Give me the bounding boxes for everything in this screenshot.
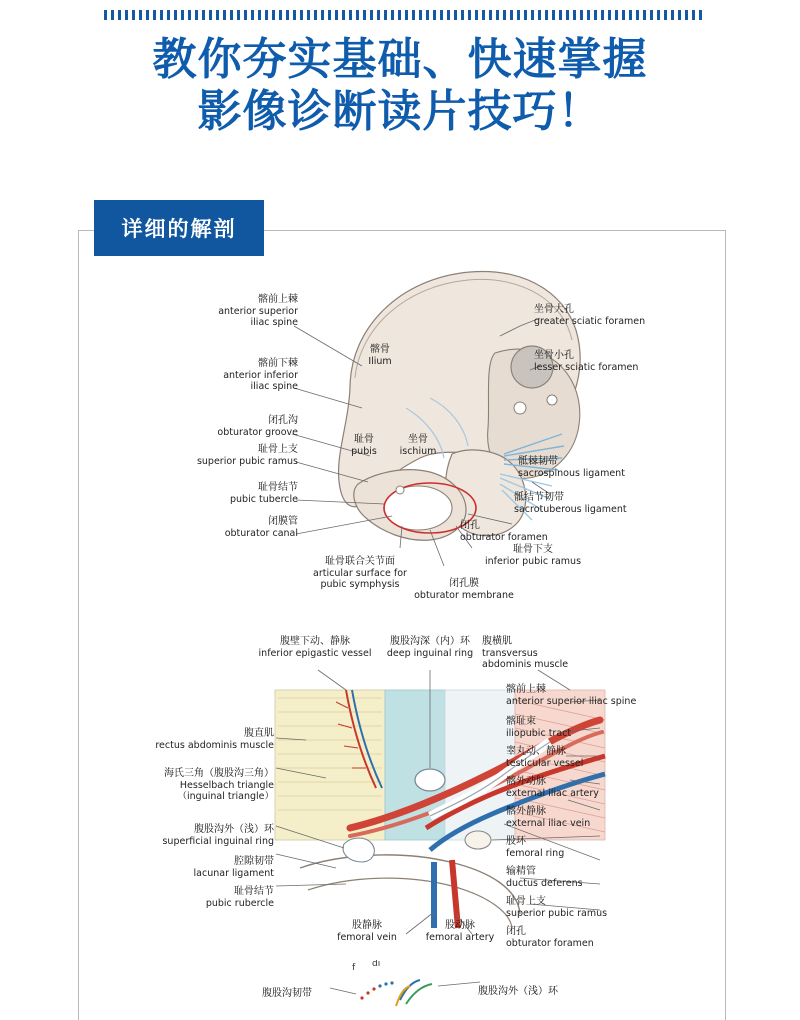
svg-text:f: f (352, 963, 356, 973)
dotted-rule-divider (104, 10, 704, 20)
figure-inguinal-ligament-partial (100, 960, 710, 1010)
label-obturator-foramen-2: 闭孔 obturator foramen (506, 926, 594, 949)
label-pubic-tubercle: 耻骨结节 pubic tubercle (230, 482, 298, 505)
headline-line-1: 教你夯实基础、快速掌握 (152, 34, 648, 85)
label-superior-pubic-ramus: 耻骨上支 superior pubic ramus (196, 444, 298, 467)
label-external-iliac-artery: 髂外动脉 external iliac artery (506, 776, 599, 799)
label-testicular-vessel: 睾丸动、静脉 testicular vessel (506, 746, 584, 769)
label-transversus-abdominis-muscle: 腹横肌 transversus abdominis muscle (482, 636, 569, 670)
label-lesser-sciatic-foramen: 坐骨小孔 lesser sciatic foramen (534, 350, 639, 373)
label-pubis: 耻骨 pubis (351, 434, 377, 457)
label-anterior-inferior-iliac-spine: 髂前下棘 anterior inferior iliac spine (223, 358, 298, 392)
label-ischium: 坐骨 ischium (399, 434, 437, 457)
label-superficial-inguinal-ring: 腹股沟外（浅）环 superficial inguinal ring (162, 824, 274, 847)
bottom-diagram-illustration (100, 960, 710, 1010)
figure-inguinal-region (100, 628, 710, 958)
section-tab-anatomy (94, 200, 264, 256)
label-pubic-tubercle-2: 耻骨结节 pubic rubercle (205, 886, 274, 909)
label-anterior-superior-iliac-spine-2: 髂前上棘 anterior superior iliac spine (506, 684, 637, 707)
label-hesselbach-triangle: 海氏三角（腹股沟三角） Hesselbach triangle （inguinal triangle） (164, 768, 274, 802)
label-greater-sciatic-foramen: 坐骨大孔 greater sciatic foramen (534, 304, 646, 327)
label-inferior-pubic-ramus: 耻骨下支 inferior pubic ramus (484, 544, 582, 567)
label-deep-inguinal-ring: 腹股沟深（内）环 deep inguinal ring (386, 636, 474, 659)
label-femoral-ring: 股环 femoral ring (506, 836, 565, 859)
label-superior-pubic-ramus-2: 耻骨上支 superior pubic ramus (506, 896, 608, 919)
figure-pelvis-anatomy (100, 258, 710, 618)
section-tab-label: 详细的解剖 (121, 217, 237, 241)
label-ductus-deferens: 输精管 ductus deferens (506, 866, 583, 889)
label-femoral-artery: 股动脉 femoral artery (425, 920, 495, 943)
page-headline (0, 34, 800, 138)
svg-text:di: di (372, 960, 381, 969)
label-inguinal-ligament-partial: 腹股沟韧带 (262, 988, 312, 999)
label-sacrotuberous-ligament: 骶结节韧带 sacrotuberous ligament (514, 492, 627, 515)
label-iliopubic-tract: 髂耻束 iliopubic tract (506, 716, 572, 739)
label-obturator-canal: 闭膜管 obturator canal (224, 516, 298, 539)
label-obturator-groove: 闭孔沟 obturator groove (217, 415, 298, 438)
label-sacrospinous-ligament: 骶棘韧带 sacrospinous ligament (518, 456, 625, 479)
label-anterior-superior-iliac-spine: 髂前上棘 anterior superior iliac spine (218, 294, 298, 328)
label-femoral-vein: 股静脉 femoral vein (337, 920, 397, 943)
label-pubic-symphysis-surface: 耻骨联合关节面 articular surface for pubic symphysis (313, 556, 407, 590)
label-external-iliac-vein: 髂外静脉 external iliac vein (506, 806, 591, 829)
label-rectus-abdominis-muscle: 腹直肌 rectus abdominis muscle (155, 728, 274, 751)
label-obturator-membrane: 闭孔膜 obturator membrane (414, 578, 514, 601)
label-ilium: 髂骨 Ilium (368, 344, 392, 367)
label-lacunar-ligament: 腔隙韧带 lacunar ligament (193, 856, 274, 879)
label-inferior-epigastric-vessel: 腹壁下动、静脉 inferior epigastic vessel (258, 636, 372, 659)
label-obturator-foramen: 闭孔 obturator foramen (460, 520, 548, 543)
headline-line-2: 影像诊断读片技巧！ (197, 86, 603, 137)
label-superficial-inguinal-ring-partial: 腹股沟外（浅）环 (478, 986, 558, 997)
